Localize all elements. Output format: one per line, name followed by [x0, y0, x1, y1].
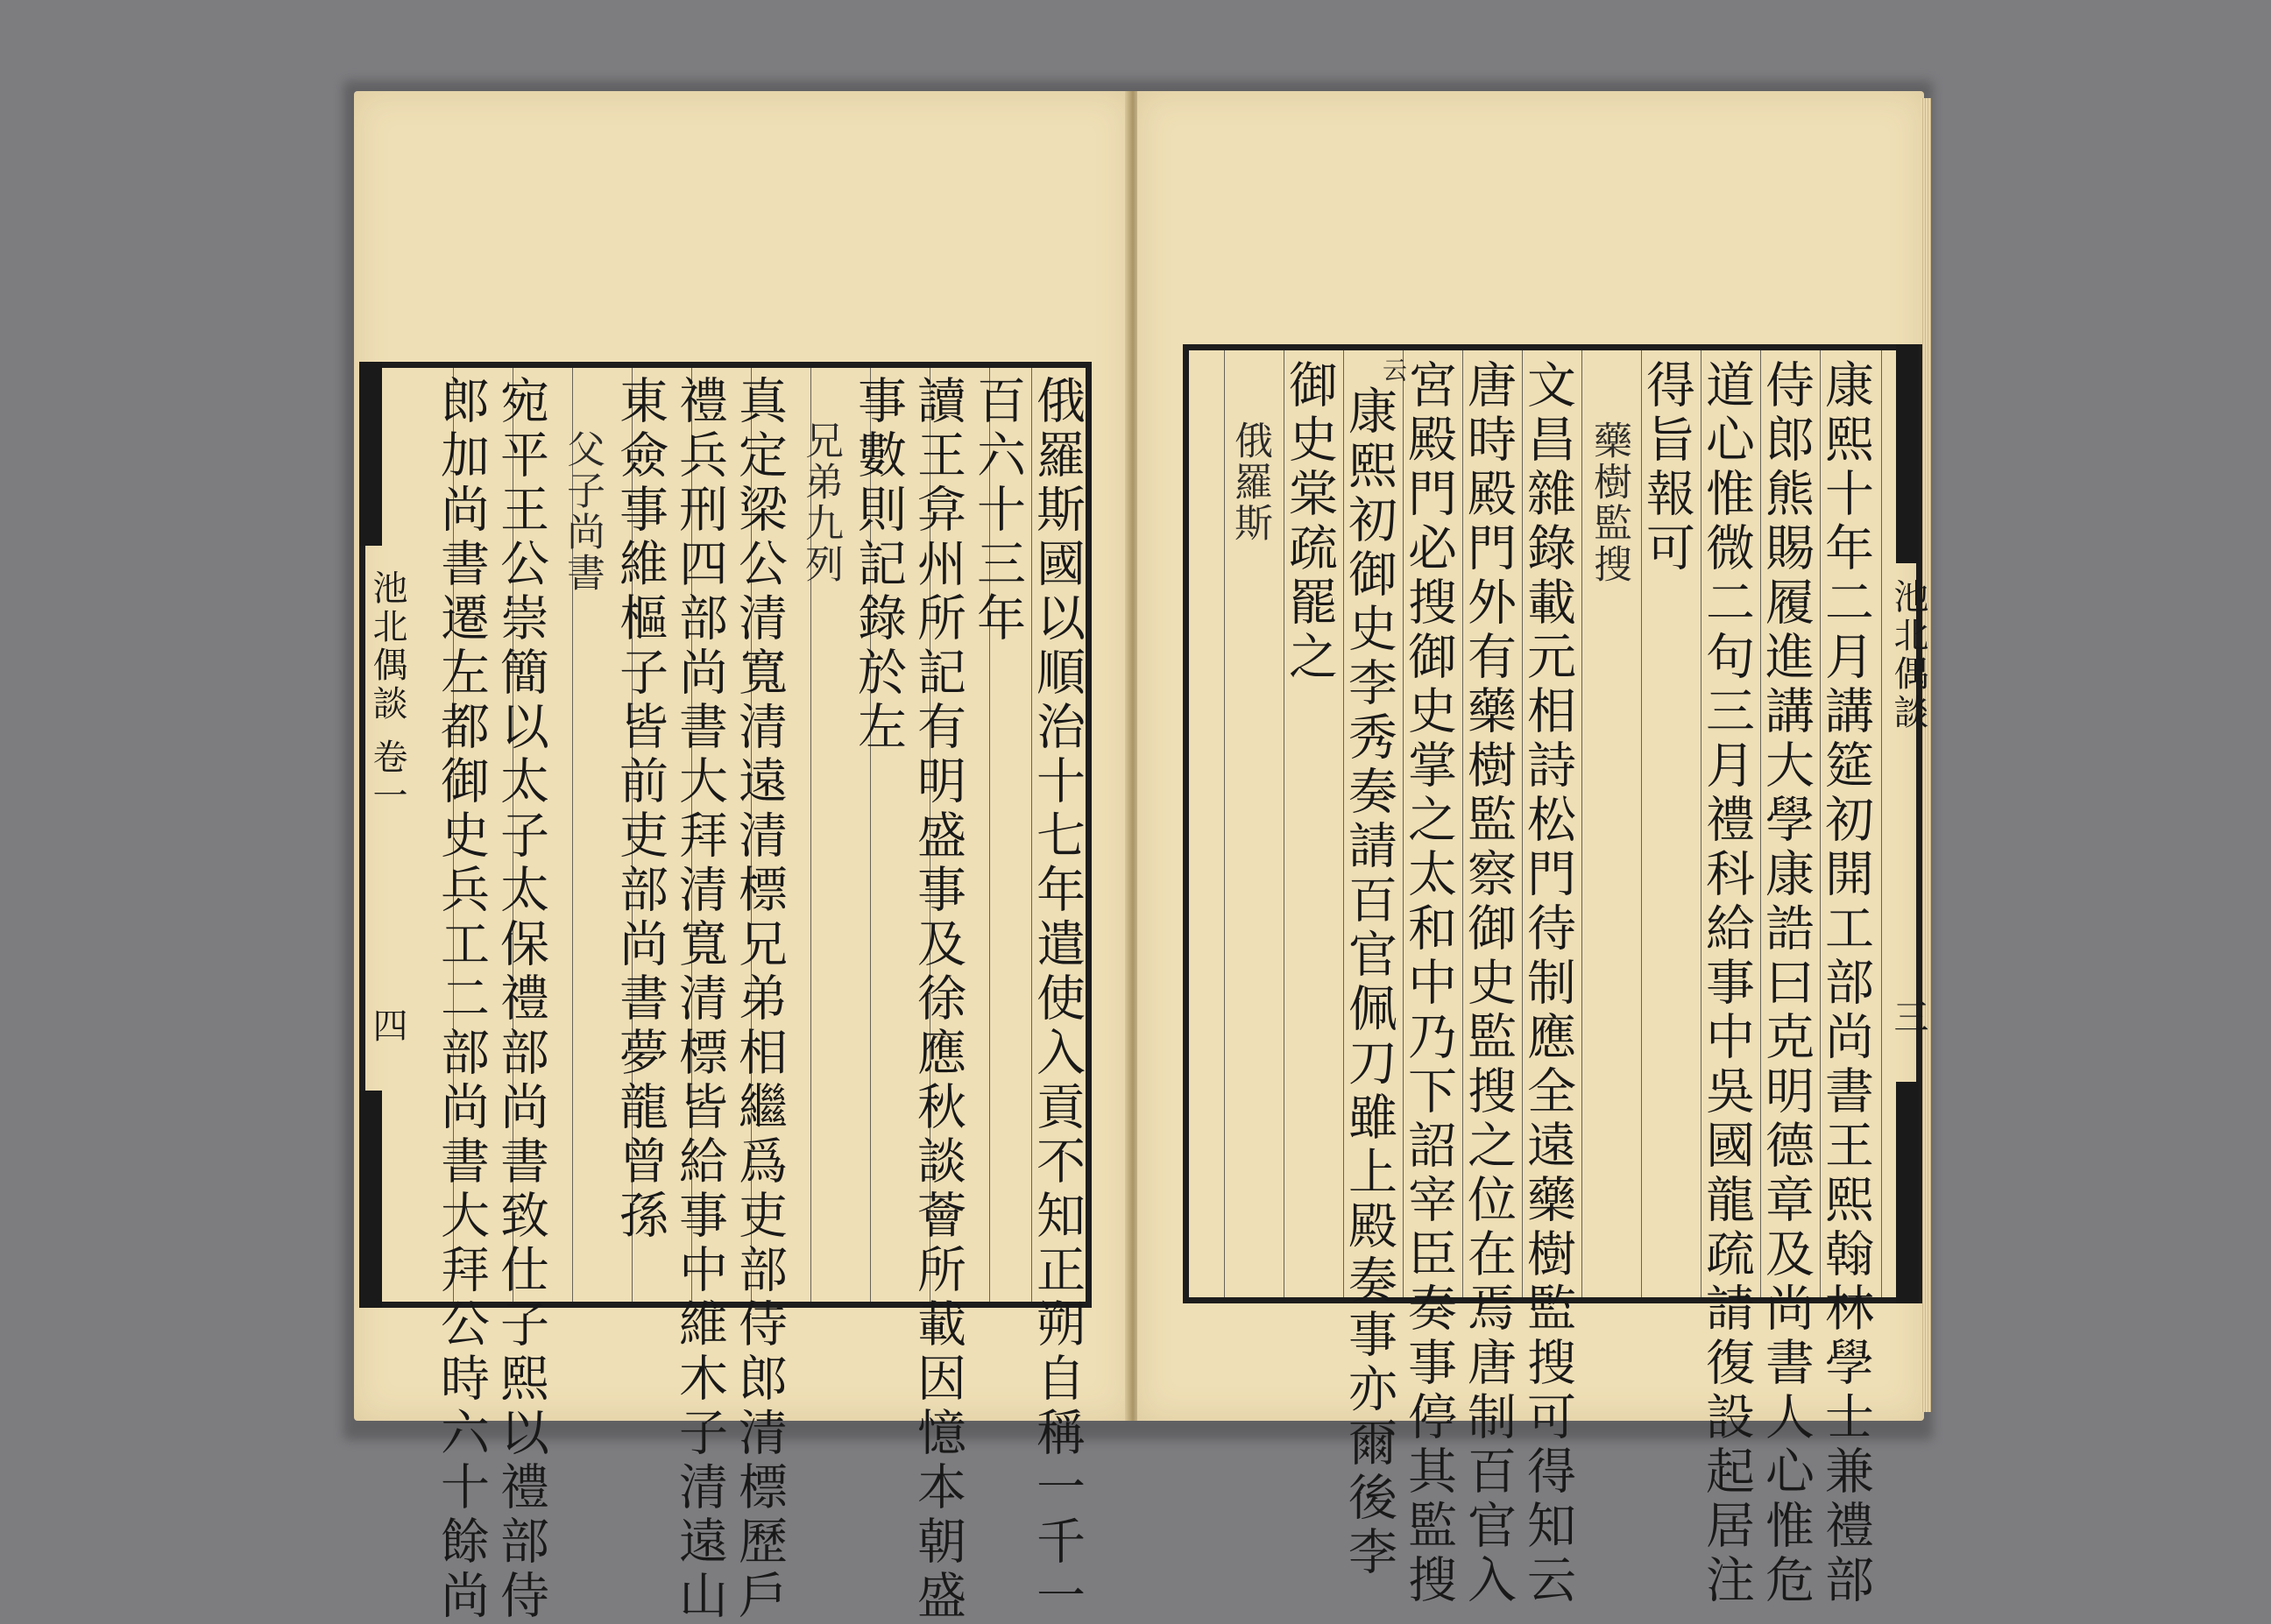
right-column-2: 侍郎熊賜履進講大學康誥曰克明德章及尚書人心惟危 — [1758, 359, 1815, 1608]
right-banxin-page-number: 三 — [1888, 999, 1928, 1037]
left-banxin-fishtail-top — [359, 362, 382, 546]
left-banxin-page-number: 四 — [367, 1007, 407, 1046]
right-column-5-heading: 藥樹監搜 — [1587, 420, 1631, 585]
right-column-9: 康熙初御史李秀奏請百官佩刀雖上殿奏事亦爾後李 — [1341, 385, 1397, 1580]
left-column-1: 俄羅斯國以順治十七年遣使入貢不知正朔自稱一千一 — [1029, 375, 1086, 1624]
left-column-10: 宛平王公崇簡以太子太保禮部尚書致仕子熙以禮部侍 — [492, 375, 549, 1624]
right-column-10: 御史棠疏罷之 — [1281, 359, 1338, 685]
right-side-note: 云 — [1379, 357, 1408, 384]
left-column-2: 百六十三年 — [969, 375, 1026, 646]
left-column-6: 真定梁公清寬清遠清標兄弟相繼爲吏部侍郎清標歷戶 — [731, 375, 788, 1624]
right-column-11-heading: 俄羅斯 — [1227, 420, 1272, 544]
left-column-4: 事數則記錄於左 — [850, 375, 907, 755]
left-column-9-heading: 父子尚書 — [560, 429, 605, 594]
right-column-8: 宮殿門必搜御史掌之太和中乃下詔宰臣奏事停其監搜 — [1400, 359, 1457, 1608]
left-column-11: 郎加尚書遷左都御史兵工二部尚書大拜公時六十餘尚 — [433, 375, 490, 1624]
right-column-4: 得旨報可 — [1638, 359, 1695, 576]
right-banxin-fishtail-bottom — [1896, 1082, 1919, 1303]
left-column-5-heading: 兄弟九列 — [798, 420, 843, 585]
left-banxin-title: 池北偶談 卷一 — [367, 569, 407, 816]
right-column-6: 文昌雜錄載元相詩松門待制應全遠藥樹監搜可得知云 — [1519, 359, 1576, 1608]
left-column-8: 東僉事維樞子皆前吏部尚書夢龍曾孫 — [612, 375, 669, 1244]
left-column-7: 禮兵刑四部尚書大拜清寬清標皆給事中維木子清遠山 — [671, 375, 728, 1624]
right-column-3: 道心惟微二句三月禮科給事中吳國龍疏請復設起居注 — [1698, 359, 1755, 1608]
right-column-7: 唐時殿門外有藥樹監察御史監搜之位在焉唐制百官入 — [1460, 359, 1517, 1608]
left-column-3: 讀王弇州所記有明盛事及徐應秋談薈所載因憶本朝盛 — [909, 375, 966, 1624]
right-banxin-title: 池北偶談 — [1888, 578, 1928, 732]
right-banxin-fishtail-top — [1896, 344, 1919, 563]
left-banxin-fishtail-bottom — [359, 1091, 382, 1308]
right-column-1: 康熙十年二月講筵初開工部尚書王熙翰林學士兼禮部 — [1817, 359, 1874, 1608]
